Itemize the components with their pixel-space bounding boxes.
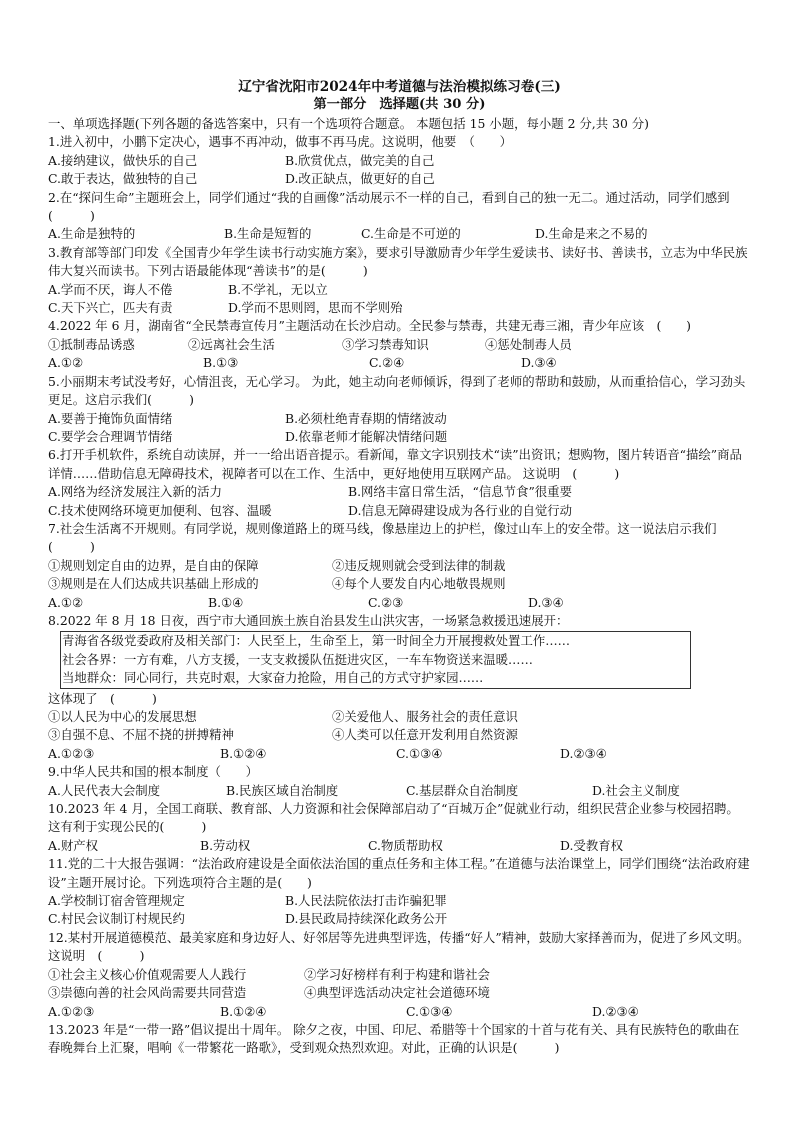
option-a: A.①② <box>48 594 84 610</box>
option-c: C.②③ <box>368 594 404 610</box>
option-c: C.②④ <box>369 355 405 371</box>
question-stem: 4.2022 年 6 月，湖南省“全民禁毒宣传月”主题活动在长沙启动。全民参与禁毒，共建无毒三湘，青少年应该 ( ) <box>48 318 691 334</box>
option-a: A.要善于掩饰负面情绪 <box>48 410 173 426</box>
option-d: D.社会主义制度 <box>592 782 680 798</box>
option-d: D.县民政局持续深化政务公开 <box>285 911 448 927</box>
option-b: B.人民法院依法打击诈骗犯罪 <box>285 893 447 909</box>
option-c: C.物质帮助权 <box>368 837 443 853</box>
option-c: C.①③④ <box>406 1003 453 1019</box>
question-stem: 11.党的二十大报告强调：“法治政府建设是全面依法治国的重点任务和主体工程。”在道德与法治课堂上，同学们围绕“法治政府建设”主题开展讨论。下列选项符合主题的是( ) <box>48 856 750 890</box>
statement-1: ①抵制毒品诱惑 <box>48 336 135 352</box>
option-d: D.③④ <box>521 355 557 371</box>
statement-3: ③崇德向善的社会风尚需要共同营造 <box>48 985 247 1001</box>
question-2 <box>48 189 751 244</box>
section-instructions: 一、单项选择题(下列各题的备选答案中，只有一个选项符合题意。 本题包括 15 小题，每小题 2 分,共 30 分) <box>48 116 649 131</box>
question-4 <box>48 317 751 372</box>
question-13 <box>48 1021 751 1058</box>
option-c: C.基层群众自治制度 <box>406 782 519 798</box>
question-stem: 13.2023 年是“一带一路”倡议提出十周年。 除夕之夜，中国、印尼、希腊等十个国家的十首与花有关、具有民族特色的歌曲在春晚舞台上汇聚，唱响《一带繁花一路歌》，受到观众热烈欢迎。对此，正确的认识是( ) <box>48 1021 740 1056</box>
option-a: A.①②③ <box>48 745 95 761</box>
option-a: A.学校制订宿舍管理规定 <box>48 893 185 909</box>
option-a: A.①② <box>48 355 84 371</box>
option-b: B.生命是短暂的 <box>224 226 312 242</box>
question-3 <box>48 244 751 318</box>
option-a: A.网络为经济发展注入新的活力 <box>48 484 222 500</box>
option-c: C.天下兴亡，匹夫有责 <box>48 300 173 316</box>
option-d: D.生命是来之不易的 <box>535 226 648 242</box>
question-stem: 6.打开手机软件，系统自动读屏，并一一给出语音提示。看新闻，靠文字识别技术“读”出资讯；想购物，图片转语音“描绘”商品详情……借助信息无障碍技术，视障者可以在工作、生活中，更好地使用互联网产品。 这说明 ( ) <box>48 447 742 481</box>
question-stem: 12.某村开展道德模范、最美家庭和身边好人、好邻居等先进典型评选，传播“好人”精神，鼓励大家择善而为，促进了乡风文明。这说明 ( ) <box>48 929 750 964</box>
statement-4: ④惩处制毒人员 <box>485 336 572 352</box>
question-stem: 7.社会生活离不开规则。有同学说，规则像道路上的斑马线，像悬崖边上的护栏，像过山车上的安全带。这一说法启示我们( ) <box>48 520 717 555</box>
material-line: 当地群众：同心同行，共克时艰，大家奋力抢险，用自己的方式守护家园…… <box>62 670 484 686</box>
question-prompt: 这体现了 ( ) <box>48 690 157 706</box>
statement-2: ②学习好榜样有利于构建和谐社会 <box>304 966 490 982</box>
option-b: B.必须杜绝青春期的情绪波动 <box>285 410 447 426</box>
statement-3: ③规则是在人们达成共识基础上形成的 <box>48 576 259 592</box>
option-a: A.财产权 <box>48 837 99 853</box>
option-d: D.学而不思则罔，思而不学则殆 <box>228 300 403 316</box>
statement-1: ①规则划定自由的边界，是自由的保障 <box>48 557 259 573</box>
option-d: D.依靠老师才能解决情绪问题 <box>285 428 448 444</box>
statement-3: ③自强不息、不屈不挠的拼搏精神 <box>48 727 234 743</box>
material-line: 青海省各级党委政府及相关部门：人民至上，生命至上，第一时间全力开展搜救处置工作…… <box>62 633 571 649</box>
question-11 <box>48 855 751 929</box>
option-d: D.②③④ <box>592 1003 639 1019</box>
option-b: B.①②④ <box>220 745 267 761</box>
statement-2: ②关爱他人、服务社会的责任意识 <box>332 709 518 724</box>
option-c: C.生命是不可逆的 <box>361 226 461 242</box>
statement-4: ④每个人要发自内心地敬畏规则 <box>332 576 506 592</box>
statement-1: ①社会主义核心价值观需要人人践行 <box>48 966 247 982</box>
option-c: C.①③④ <box>396 745 443 761</box>
question-8 <box>48 612 751 763</box>
option-b: B.劳动权 <box>200 837 251 853</box>
option-a: A.人民代表大会制度 <box>48 782 161 798</box>
question-5 <box>48 373 751 447</box>
statement-3: ③学习禁毒知识 <box>342 336 429 352</box>
material-line: 社会各界：一方有难，八方支援，一支支救援队伍挺进灾区，一车车物资送来温暖…… <box>62 651 533 667</box>
question-stem: 3.教育部等部门印发《全国青少年学生读书行动实施方案》，要求引导激励青少年学生爱读书、读好书、善读书，立志为中华民族伟大复兴而读书。下列古语最能体现“善读书”的是( ) <box>48 244 748 279</box>
statement-4: ④典型评选活动决定社会道德环境 <box>304 985 490 1001</box>
exam-title: 辽宁省沈阳市2024年中考道德与法治模拟练习卷(三) <box>238 79 561 95</box>
option-d: D.信息无障碍建设成为各行业的自觉行动 <box>348 502 573 518</box>
option-d: D.③④ <box>528 594 564 610</box>
question-stem: 1.进入初中，小鹏下定决心，遇事不再冲动，做事不再马虎。这说明，他要 （ ） <box>48 134 513 150</box>
material-box <box>60 631 691 688</box>
option-b: B.网络丰富日常生活，“信息节食”很重要 <box>348 484 572 500</box>
question-7 <box>48 520 751 612</box>
section-title: 第一部分 选择题(共 30 分) <box>313 97 486 112</box>
option-d: D.受教育权 <box>560 837 623 853</box>
statement-4: ④人类可以任意开发利用自然资源 <box>332 727 518 743</box>
question-stem: 10.2023 年 4 月，全国工商联、教育部、人力资源和社会保障部启动了“百城万企”促就业行动，组织民营企业参与校园招聘。这有利于实现公民的( ) <box>48 801 739 835</box>
question-stem: 9.中华人民共和国的根本制度（ ） <box>48 764 259 780</box>
option-d: D.②③④ <box>560 745 607 761</box>
question-12 <box>48 929 751 1021</box>
option-a: A.生命是独特的 <box>48 226 136 242</box>
option-a: A.接纳建议，做快乐的自己 <box>48 152 198 168</box>
option-b: B.①③ <box>203 355 239 371</box>
question-stem: 8.2022 年 8 月 18 日夜，西宁市大通回族土族自治县发生山洪灾害，一场紧急救援迅速展开： <box>48 612 569 628</box>
question-stem: 2.在“探问生命”主题班会上，同学们通过“我的自画像”活动展示不一样的自己，看到自己的独一无二。通过活动，同学们感到 ( ) <box>48 189 742 224</box>
option-a: A.学而不厌，诲人不倦 <box>48 281 173 297</box>
question-1 <box>48 133 751 188</box>
option-b: B.①④ <box>208 594 244 610</box>
option-b: B.民族区域自治制度 <box>226 782 339 798</box>
statement-1: ①以人民为中心的发展思想 <box>48 709 197 724</box>
question-9 <box>48 763 751 800</box>
option-d: D.改正缺点，做更好的自己 <box>285 171 435 187</box>
option-c: C.村民会议制订村规民约 <box>48 911 185 927</box>
option-a: A.①②③ <box>48 1003 95 1019</box>
statement-2: ②远离社会生活 <box>188 336 275 352</box>
option-c: C.要学会合理调节情绪 <box>48 428 173 444</box>
option-c: C.敢于表达，做独特的自己 <box>48 171 198 187</box>
question-stem: 5.小丽期末考试没考好，心情沮丧，无心学习。 为此，她主动向老师倾诉，得到了老师的帮助和鼓励，从而重拾信心，学习劲头更足。这启示我们( ) <box>48 373 746 408</box>
option-b: B.欣赏优点，做完美的自己 <box>285 152 435 168</box>
option-b: B.不学礼，无以立 <box>228 281 328 297</box>
option-c: C.技术使网络环境更加便利、包容、温暖 <box>48 502 272 518</box>
option-b: B.①②④ <box>220 1003 267 1019</box>
question-6 <box>48 446 751 520</box>
question-10 <box>48 800 751 855</box>
statement-2: ②违反规则就会受到法律的制裁 <box>332 557 506 573</box>
